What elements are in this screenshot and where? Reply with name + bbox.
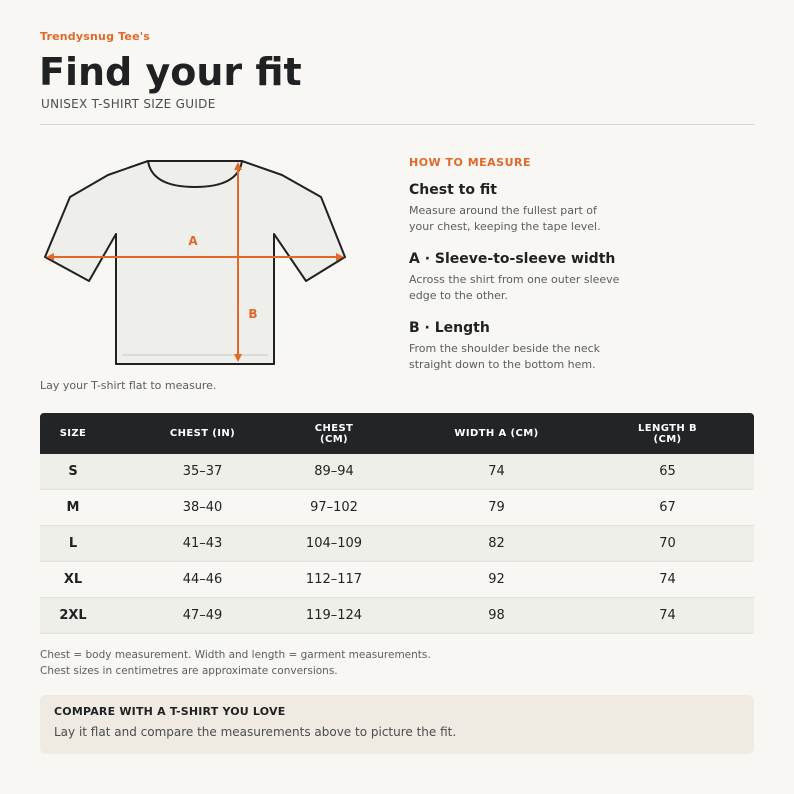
compare-text: Lay it flat and compare the measurements above to picture the fit. — [54, 725, 457, 739]
table-row — [40, 526, 754, 562]
tshirt-outline — [45, 161, 345, 364]
cell-chest-cm: 112–117 — [305, 572, 363, 587]
how-to-measure-heading: HOW TO MEASURE — [409, 156, 532, 169]
measure-item-desc: Measure around the fullest part of your chest, keeping the tape level. — [409, 204, 601, 233]
tshirt-illustration — [40, 150, 350, 375]
measure-item-title: Chest to fit — [409, 182, 497, 198]
header-width-a: WIDTH A (CM) — [454, 428, 539, 439]
measure-item-length — [409, 320, 739, 373]
table-row — [40, 562, 754, 598]
cell-size: XL — [63, 572, 83, 587]
cell-width-a: 74 — [488, 464, 505, 479]
label-b: B — [248, 307, 258, 321]
cell-size: S — [68, 464, 78, 479]
cell-width-a: 98 — [488, 608, 505, 623]
footnotes — [40, 647, 431, 679]
cell-chest-in: 44–46 — [182, 572, 223, 587]
table-row — [40, 598, 754, 634]
measure-item-desc: Across the shirt from one outer sleeve edge to the other. — [409, 273, 620, 302]
cell-length-b: 70 — [659, 536, 676, 551]
cell-width-a: 82 — [488, 536, 505, 551]
header-chest-in: CHEST (IN) — [169, 428, 236, 439]
measure-item-desc: From the shoulder beside the neck straight down to the bottom hem. — [409, 342, 601, 371]
compare-callout — [40, 695, 754, 754]
cell-size: L — [68, 536, 78, 551]
header-length-b: LENGTH B (CM) — [637, 422, 698, 445]
cell-width-a: 79 — [488, 500, 505, 515]
cell-length-b: 65 — [659, 464, 676, 479]
cell-size: M — [66, 500, 80, 515]
size-table-header — [40, 413, 754, 454]
how-to-measure — [409, 156, 739, 389]
cell-size: 2XL — [59, 608, 87, 623]
cell-chest-cm: 119–124 — [305, 608, 363, 623]
size-table — [40, 413, 754, 634]
tshirt-diagram — [40, 150, 350, 375]
cell-chest-in: 38–40 — [182, 500, 223, 515]
measure-item-title: B · Length — [409, 320, 490, 336]
measure-item-width — [409, 251, 739, 304]
cell-width-a: 92 — [488, 572, 505, 587]
footnote-line: Chest = body measurement. Width and length = garment measurements. — [40, 649, 431, 661]
cell-chest-in: 41–43 — [182, 536, 223, 551]
compare-title: COMPARE WITH A T-SHIRT YOU LOVE — [54, 705, 286, 718]
cell-length-b: 67 — [659, 500, 676, 515]
cell-chest-cm: 104–109 — [305, 536, 363, 551]
measure-item-chest — [409, 182, 739, 235]
label-a: A — [188, 234, 198, 248]
cell-length-b: 74 — [659, 608, 676, 623]
cell-chest-cm: 89–94 — [314, 464, 354, 479]
header-chest-cm: CHEST (CM) — [314, 422, 354, 445]
cell-chest-in: 47–49 — [182, 608, 223, 623]
page-title: Find your fit — [39, 50, 302, 94]
table-row — [40, 454, 754, 490]
cell-chest-cm: 97–102 — [310, 500, 358, 515]
header-size: SIZE — [59, 428, 87, 439]
footnote-line: Chest sizes in centimetres are approximate conversions. — [40, 665, 338, 677]
brand-name: Trendysnug Tee's — [40, 30, 151, 43]
table-row — [40, 490, 754, 526]
cell-chest-in: 35–37 — [182, 464, 223, 479]
cell-length-b: 74 — [659, 572, 676, 587]
measure-item-title: A · Sleeve-to-sleeve width — [409, 251, 616, 267]
diagram-note: Lay your T-shirt flat to measure. — [40, 379, 217, 392]
header-divider — [40, 124, 754, 125]
page-subtitle: UNISEX T-SHIRT SIZE GUIDE — [41, 97, 216, 111]
